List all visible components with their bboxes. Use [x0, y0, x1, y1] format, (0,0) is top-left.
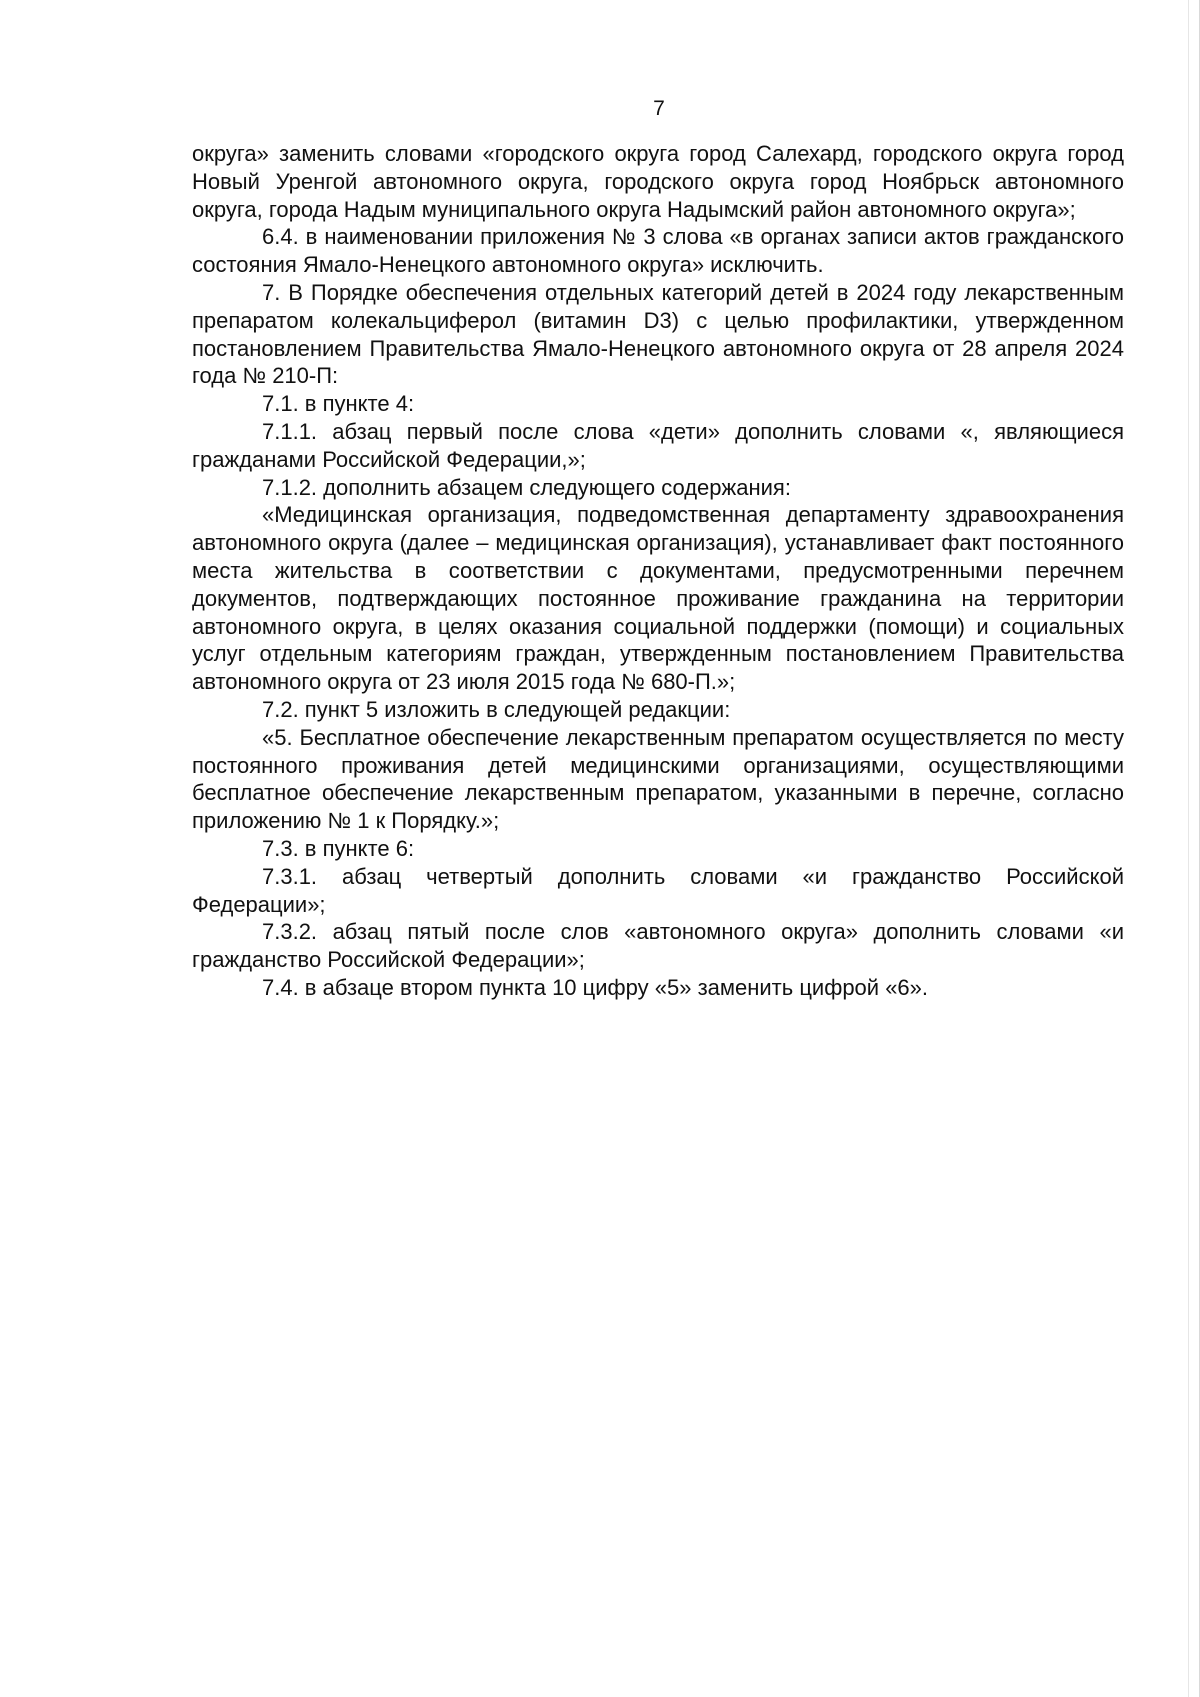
paragraph-7-3: 7.3. в пункте 6:: [262, 835, 415, 861]
paragraph-7-3-1: 7.3.1. абзац четвертый дополнить словами «и гражданство Российской Федерации»;: [192, 863, 1124, 917]
paragraph-quoted-point-5: «5. Бесплатное обеспечение лекарственным препаратом осуществляется по месту постоянного проживания детей медицинскими организациями, осуществляющими бесплатное обеспечение лекарственным препаратом, указанными в перечне, согласно приложению № 1 к Порядку.»;: [192, 724, 1124, 834]
paragraph-7-1-1: 7.1.1. абзац первый после слова «дети» дополнить словами «, являющиеся гражданами Российской Федерации,»;: [192, 418, 1124, 472]
paragraph-7-1: 7.1. в пункте 4:: [262, 391, 415, 417]
paragraph-6-4: 6.4. в наименовании приложения № 3 слова «в органах записи актов гражданского состояния Ямало-Ненецкого автономного округа» исключить.: [192, 224, 1124, 278]
paragraph-continuation: округа» заменить словами «городского округа город Салехард, городского округа город Новый Уренгой автономного округа, городского округа город Ноябрьск автономного округа, города Надым муниципального округа Надымский район автономного округа»;: [192, 141, 1124, 222]
scan-edge-mark: [1188, 0, 1189, 1697]
document-body: [192, 140, 1124, 1002]
paragraph-quoted-medical-organization: «Медицинская организация, подведомственная департаменту здравоохранения автономного округа (далее – медицинская организация), устанавливает факт постоянного места жительства в соответствии с документами, предусмотренными перечнем документов, подтверждающих постоянное проживание гражданина на территории автономного округа, в целях оказания социальной поддержки (помощи) и социальных услуг отдельным категориям граждан, утвержденным постановлением Правительства автономного округа от 23 июля 2015 года № 680-П.»;: [192, 502, 1124, 695]
paragraph-7-2: 7.2. пункт 5 изложить в следующей редакции:: [262, 696, 731, 722]
page-number: 7: [653, 97, 665, 120]
paragraph-7-1-2: 7.1.2. дополнить абзацем следующего содержания:: [262, 474, 791, 500]
paragraph-7: 7. В Порядке обеспечения отдельных категорий детей в 2024 году лекарственным препаратом колекальциферол (витамин D3) с целью профилактики, утвержденном постановлением Правительства Ямало-Ненецкого автономного округа от 28 апреля 2024 года № 210-П:: [192, 279, 1124, 389]
paragraph-7-3-2: 7.3.2. абзац пятый после слов «автономного округа» дополнить словами «и гражданство Российской Федерации»;: [192, 919, 1124, 973]
paragraph-7-4: 7.4. в абзаце втором пункта 10 цифру «5» заменить цифрой «6».: [262, 974, 929, 1000]
